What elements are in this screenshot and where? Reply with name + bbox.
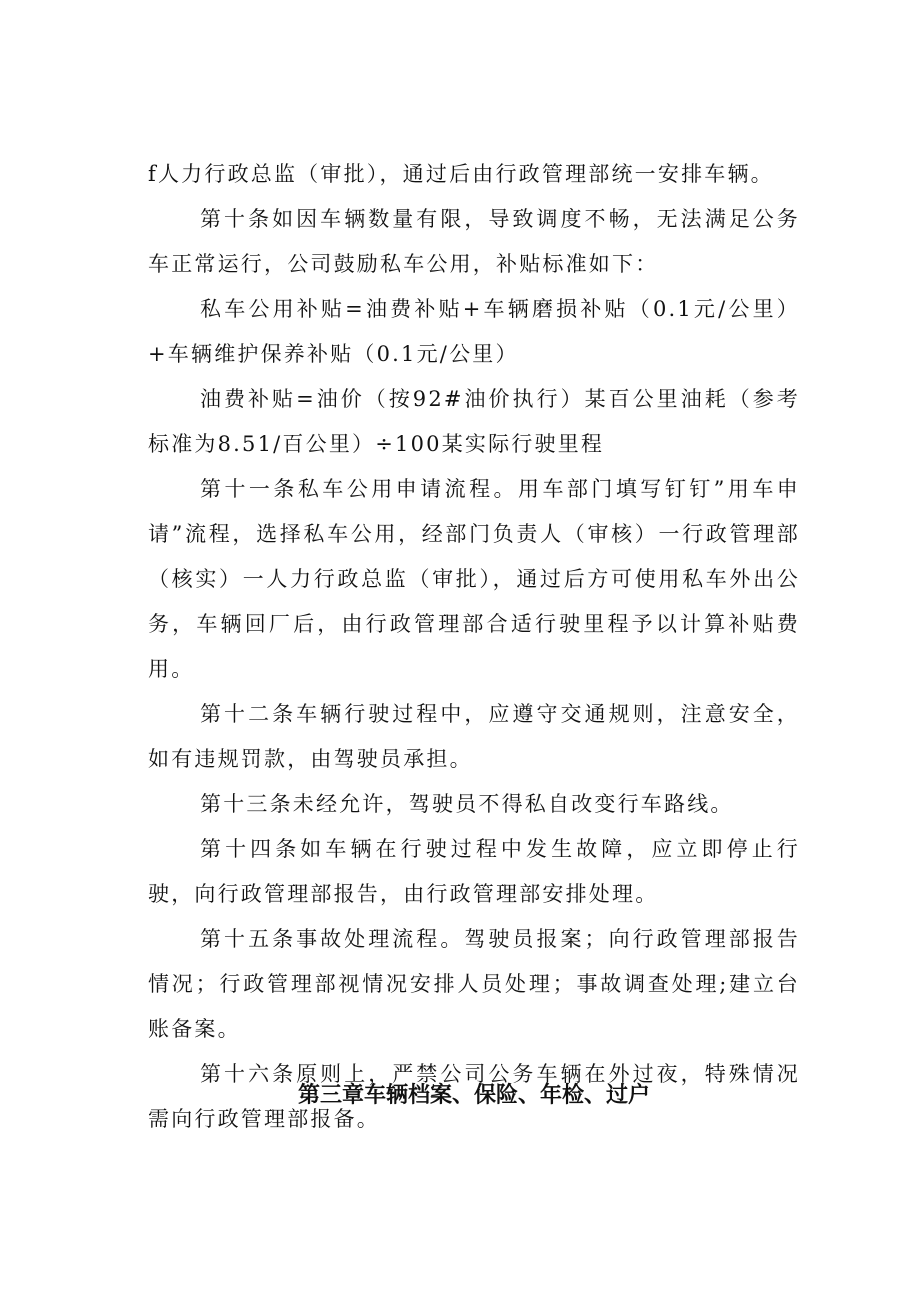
paragraph-fuel-subsidy-formula: 油费补贴=油价（按92#油价执行）某百公里油耗（参考标准为8.51/百公里）÷100某实际行驶里程 bbox=[148, 387, 800, 456]
paragraph-article-13: 第十三条未经允许，驾驶员不得私自改变行车路线。 bbox=[200, 792, 734, 816]
paragraph-article-10: 第十条如因车辆数量有限，导致调度不畅，无法满足公务车正常运行，公司鼓励私车公用，补贴标准如下： bbox=[148, 207, 800, 276]
paragraph-subsidy-formula: 私车公用补贴=油费补贴+车辆磨损补贴（0.1元/公里）+车辆维护保养补贴（0.1元/公里） bbox=[148, 297, 800, 366]
chapter-heading: 第三章车辆档案、保险、年检、过户 bbox=[297, 1083, 650, 1108]
paragraph-article-15: 第十五条事故处理流程。驾驶员报案；向行政管理部报告情况；行政管理部视情况安排人员处理；事故调查处理;建立台账备案。 bbox=[148, 927, 800, 1041]
paragraph-article-12: 第十二条车辆行驶过程中，应遵守交通规则，注意安全，如有违规罚款，由驾驶员承担。 bbox=[148, 702, 800, 771]
paragraph-article-14: 第十四条如车辆在行驶过程中发生故障，应立即停止行驶，向行政管理部报告，由行政管理部安排处理。 bbox=[148, 837, 800, 906]
paragraph-approval-continuation: f人力行政总监（审批），通过后由行政管理部统一安排车辆。 bbox=[148, 162, 774, 186]
paragraph-article-16: 第十六条原则上，严禁公司公务车辆在外过夜，特殊情况需向行政管理部报备。 bbox=[148, 1062, 800, 1131]
document-body bbox=[148, 152, 800, 1142]
paragraph-article-11: 第十一条私车公用申请流程。用车部门填写钉钉”用车申请”流程，选择私车公用，经部门负责人（审核）一行政管理部（核实）一人力行政总监（审批），通过后方可使用私车外出公务，车辆回厂后，由行政管理部合适行驶里程予以计算补贴费用。 bbox=[148, 477, 800, 681]
